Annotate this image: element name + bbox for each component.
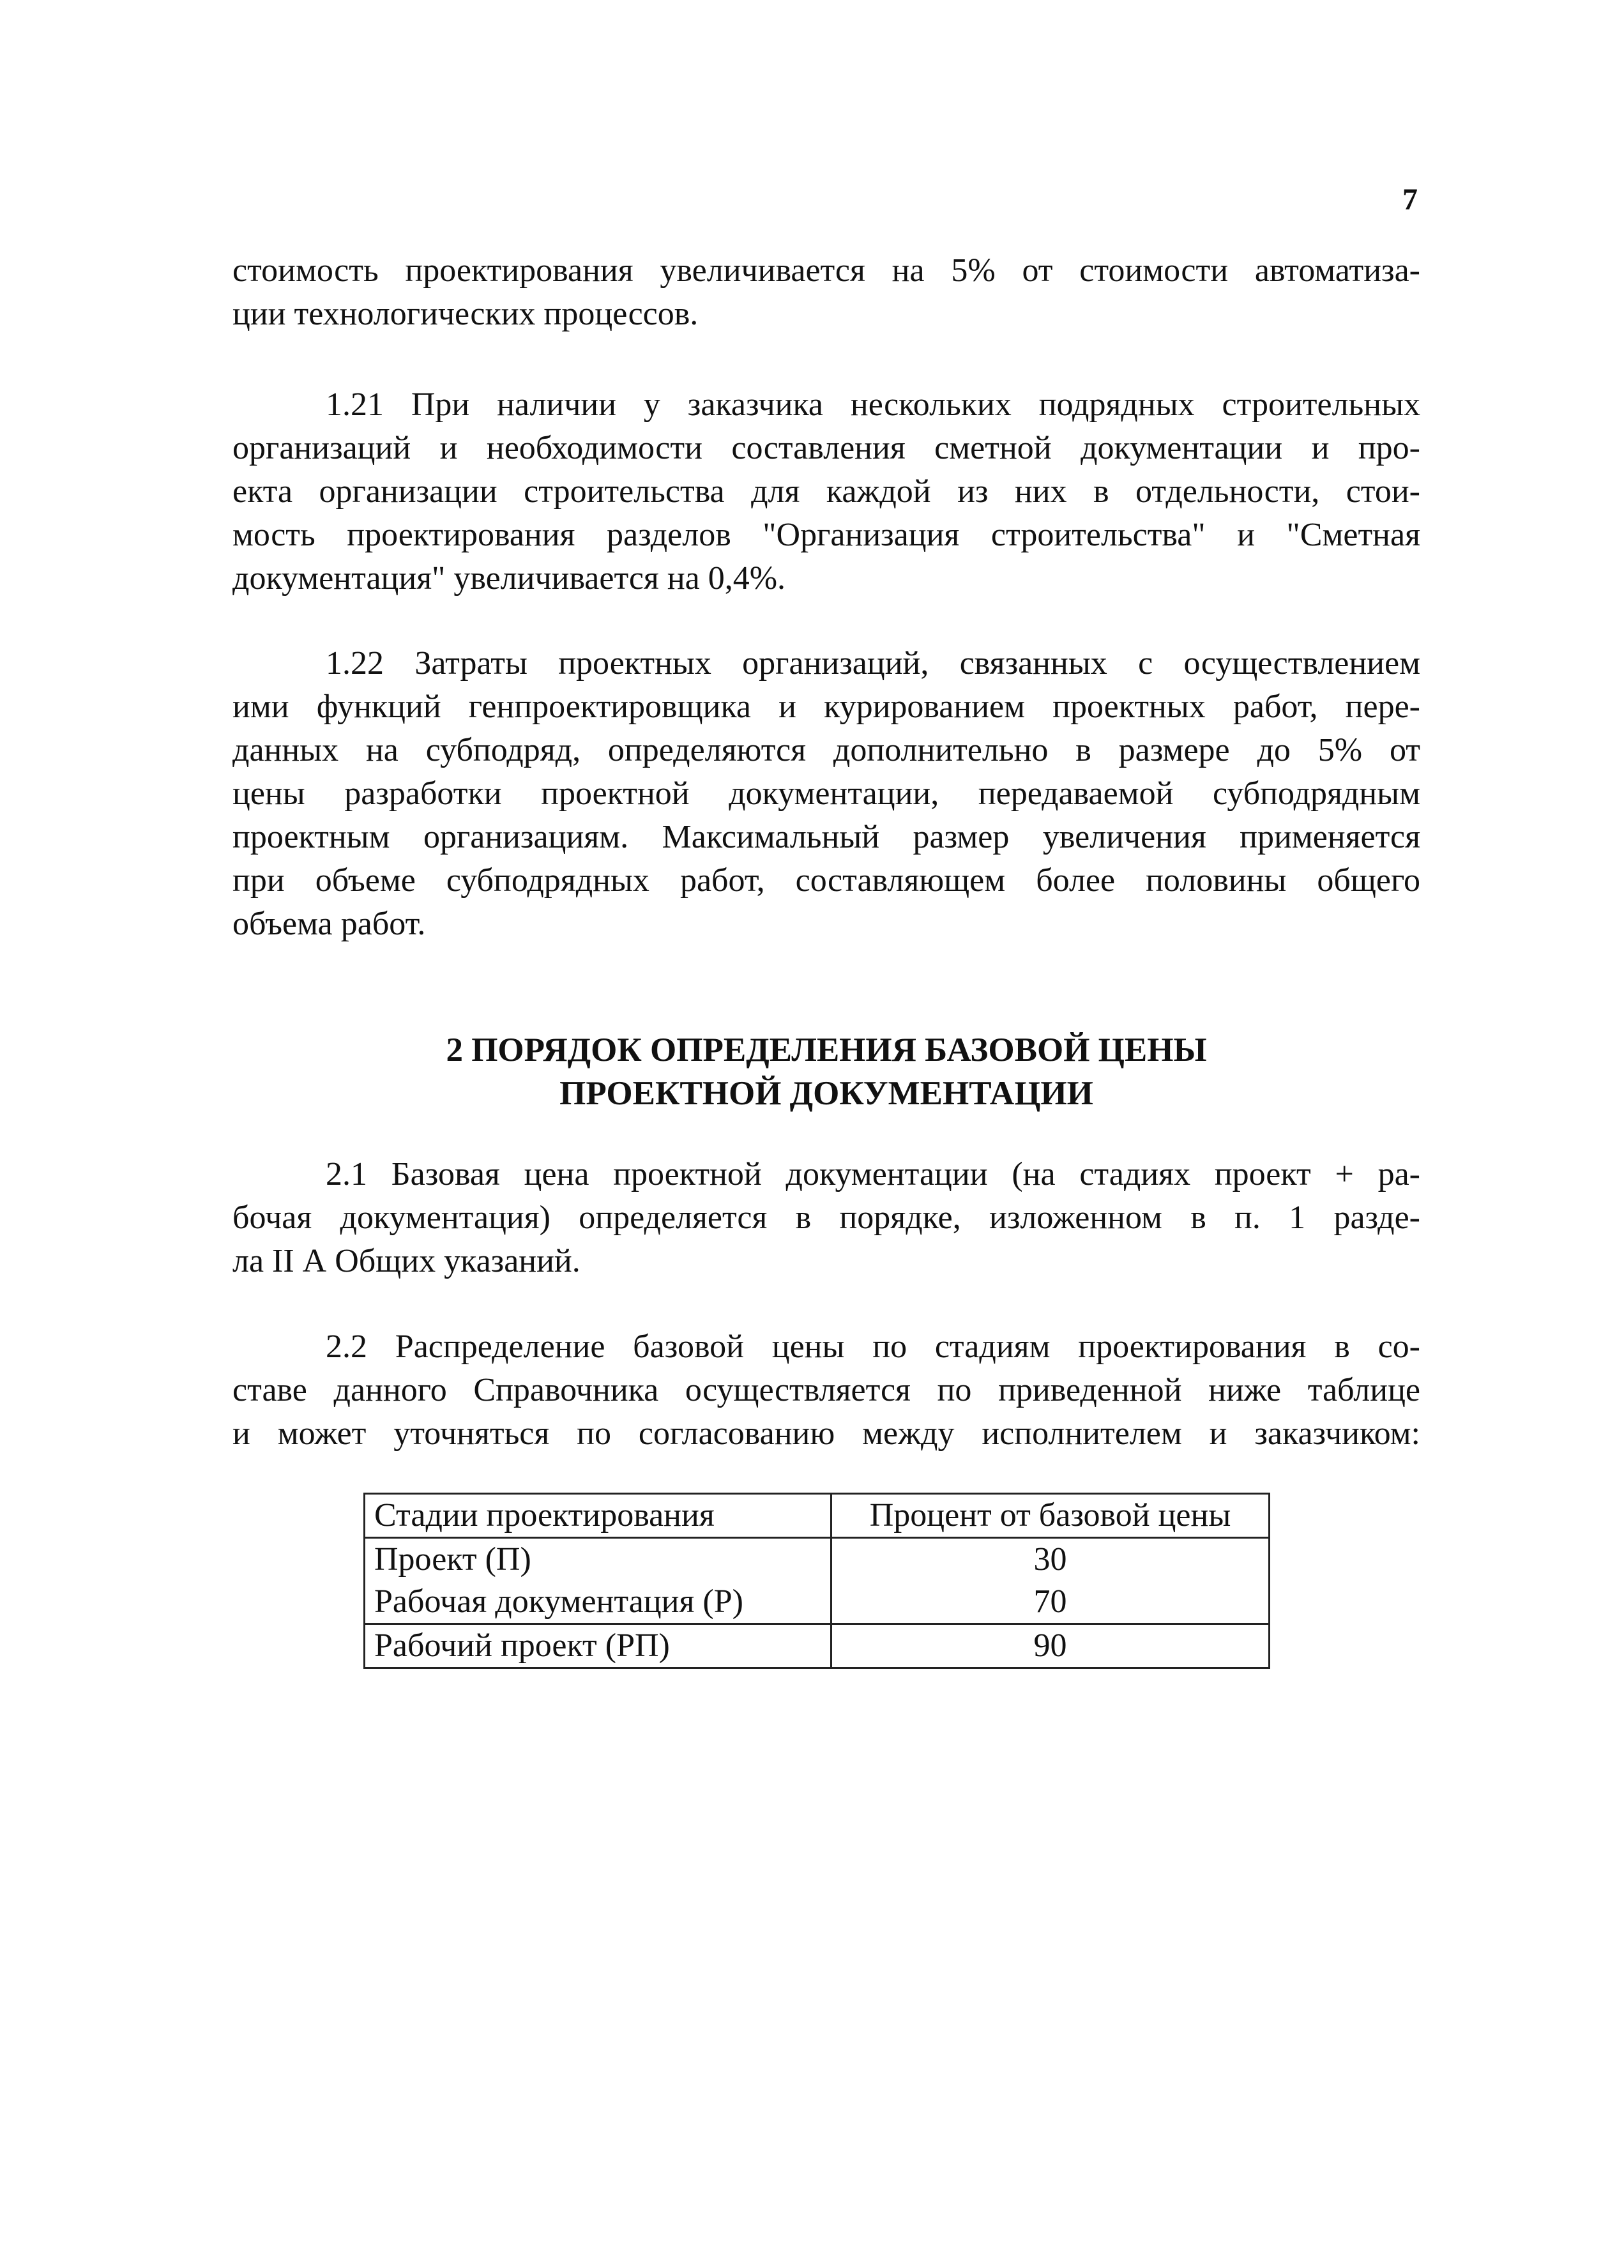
- cell-percent: 90: [831, 1624, 1270, 1668]
- text-line: стоимость проектирования увеличивается на 5% от стоимости автоматиза-: [232, 252, 1420, 289]
- text-line: цены разработки проектной документации, передаваемой субподрядным: [232, 775, 1420, 812]
- text-line: ставе данного Справочника осуществляется по приведенной ниже таблице: [232, 1372, 1420, 1408]
- cell-percent: 70: [831, 1581, 1270, 1624]
- text-line: 1.21 При наличии у заказчика нескольких подрядных строительных: [326, 386, 1420, 423]
- cell-percent: 30: [831, 1538, 1270, 1581]
- paragraph-2-1: [232, 1153, 1420, 1283]
- section-heading: [232, 1028, 1420, 1115]
- section-heading-line-2: ПРОЕКТНОЙ ДОКУМЕНТАЦИИ: [559, 1075, 1093, 1112]
- text-line: 2.2 Распределение базовой цены по стадиям проектирования в со-: [326, 1328, 1420, 1365]
- text-line: проектным организациям. Максимальный размер увеличения применяется: [232, 819, 1420, 855]
- text-line: данных на субподряд, определяются дополнительно в размере до 5% от: [232, 732, 1420, 768]
- paragraph-2-2: [232, 1325, 1420, 1456]
- text-line: ими функций генпроектировщика и курированием проектных работ, пере-: [232, 689, 1420, 725]
- page-number: 7: [1402, 183, 1418, 217]
- text-line: ции технологических процессов.: [232, 296, 699, 332]
- text-line: и может уточняться по согласованию между исполнителем и заказчиком:: [232, 1415, 1420, 1452]
- column-header-stage: Стадии проектирования: [365, 1494, 831, 1538]
- text-line: екта организации строительства для каждой из них в отдельности, стои-: [232, 473, 1420, 510]
- section-heading-line-1: 2 ПОРЯДОК ОПРЕДЕЛЕНИЯ БАЗОВОЙ ЦЕНЫ: [446, 1031, 1207, 1069]
- paragraph-1-22: [232, 642, 1420, 946]
- text-line: документация" увеличивается на 0,4%.: [232, 560, 786, 597]
- cell-stage: Проект (П): [365, 1538, 831, 1581]
- column-header-percent: Процент от базовой цены: [831, 1494, 1270, 1538]
- paragraph-1-21: [232, 383, 1420, 600]
- table-row: [365, 1624, 1270, 1668]
- stages-table: [363, 1493, 1270, 1669]
- text-line: организаций и необходимости составления сметной документации и про-: [232, 430, 1420, 466]
- table-row: [365, 1538, 1270, 1581]
- text-line: бочая документация) определяется в порядке, изложенном в п. 1 разде-: [232, 1199, 1420, 1236]
- table-row: [365, 1581, 1270, 1624]
- cell-stage: Рабочая документация (Р): [365, 1581, 831, 1624]
- paragraph-continuation: [232, 249, 1420, 336]
- text-line: объема работ.: [232, 906, 426, 942]
- cell-stage: Рабочий проект (РП): [365, 1624, 831, 1668]
- text-line: при объеме субподрядных работ, составляющем более половины общего: [232, 862, 1420, 899]
- text-line: ла II А Общих указаний.: [232, 1243, 581, 1279]
- text-line: мость проектирования разделов "Организация строительства" и "Сметная: [232, 517, 1420, 553]
- text-line: 2.1 Базовая цена проектной документации (на стадиях проект + ра-: [326, 1156, 1420, 1192]
- text-line: 1.22 Затраты проектных организаций, связанных с осуществлением: [326, 645, 1420, 681]
- table-header-row: [365, 1494, 1270, 1538]
